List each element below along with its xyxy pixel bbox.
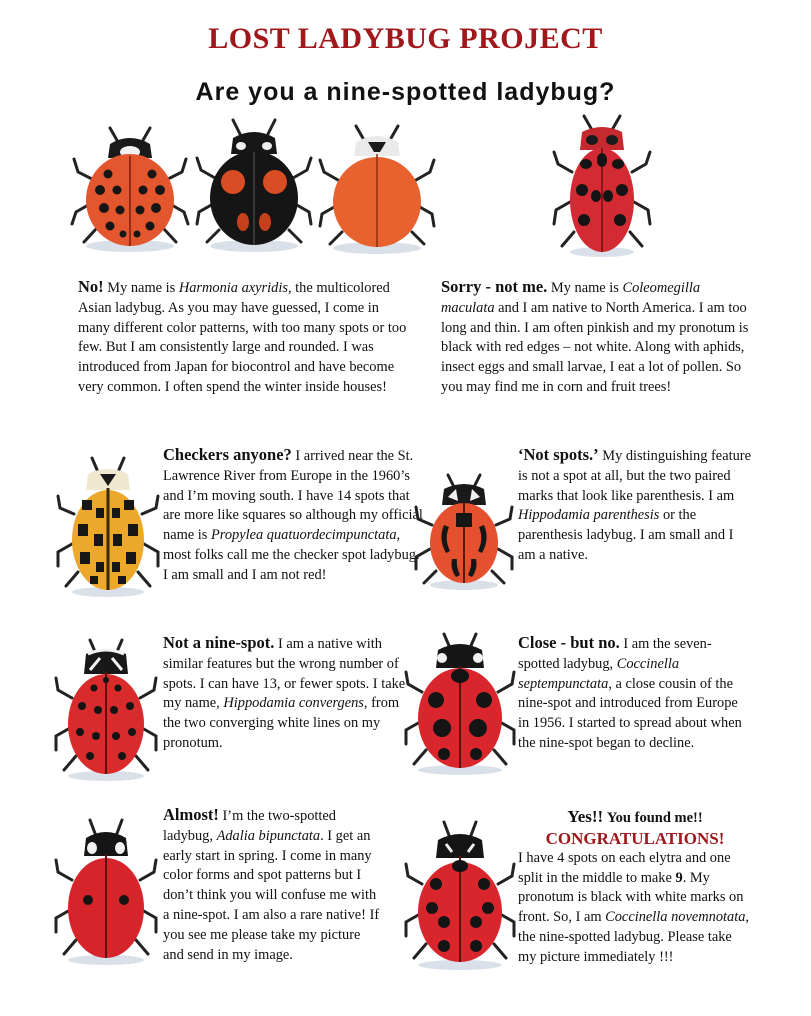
convergens-lead: Not a nine-spot. (163, 633, 275, 652)
propylea-sci-name: Propylea quatuordecimpunctata, (210, 527, 401, 544)
septempunctata-ladybug-image (404, 634, 516, 776)
harmonia-orange-ladybug-image (70, 124, 190, 254)
novemnotata-text-3: , the nine-spotted ladybug. Please take my picture immediately !!! (518, 909, 750, 965)
novemnotata-description (518, 806, 752, 968)
septempunctata-lead: Close - but no. (518, 633, 620, 652)
adalia-lead: Almost! (163, 805, 219, 824)
yes-label: Yes!! (567, 807, 604, 826)
convergens-sci-name: Hippodamia convergens (223, 695, 364, 712)
septempunctata-description (518, 633, 752, 754)
harmonia-lead: No! (78, 277, 104, 296)
harmonia-text-2: the multicolored Asian ladybug. As you may have guessed, I come in many different color patterns, with too many spots or too few. But I am consistently large and rounded. I was introduced from Japan for biocontrol and have become very common. I often spend the winter inside houses! (78, 280, 407, 395)
harmonia-sci-name: Harmonia axyridis, (178, 280, 292, 296)
parenthesis-lead: ‘Not spots.’ (518, 445, 599, 464)
harmonia-spotless-ladybug-image (318, 124, 436, 256)
novemnotata-sci-name: Coccinella novemnotata (605, 909, 746, 926)
novemnotata-text-1: I have 4 spots on each elytra and one split in the middle to make (518, 849, 731, 886)
propylea-checker-ladybug-image (56, 458, 160, 600)
coleomegilla-sci-name: Coleomegilla maculata (441, 280, 701, 316)
coleomegilla-description (441, 277, 753, 398)
convergens-description (163, 633, 411, 754)
propylea-lead: Checkers anyone? (163, 445, 292, 464)
convergens-text-2: , from the two converging white lines on my pronotum. (163, 695, 400, 751)
propylea-text-1: I arrived near the St. Lawrence River from Europe in the 1960’s and I’m moving south. I have 14 spots that are more like squares so although my official name is (163, 448, 423, 544)
novemnotata-ladybug-image (404, 822, 516, 972)
novemnotata-number: 9 (675, 869, 683, 886)
adalia-text-1: I’m the two-spotted ladybug, (163, 808, 337, 844)
convergens-ladybug-image (54, 640, 158, 782)
page-subtitle: Are you a nine-spotted ladybug? (195, 78, 616, 106)
harmonia-black-ladybug-image (195, 118, 313, 254)
harmonia-text-1: My name is (103, 280, 179, 296)
parenthesis-text-1: My distinguishing feature is not a spot at all, but the two paired marks that look like parenthesis. I am (518, 448, 751, 504)
coleomegilla-text-1: My name is (547, 280, 623, 296)
harmonia-description (78, 277, 408, 398)
adalia-ladybug-image (54, 820, 158, 966)
page-title: LOST LADYBUG PROJECT (208, 22, 603, 55)
coleomegilla-lead: Sorry - not me. (441, 277, 548, 296)
parenthesis-sci-name: Hippodamia parenthesis (518, 507, 660, 524)
propylea-text-2: most folks call me the checker spot ladybug. I am small and I am not red! (163, 546, 420, 583)
parenthesis-ladybug-image (414, 475, 514, 591)
parenthesis-text-2: or the parenthesis ladybug. I am small and I am a native. (518, 507, 734, 563)
coleomegilla-text-2: and I am native to North America. I am too long and thin. I am often pinkish and my pronotum is black with red edges – not white. Along with aphids, insect eggs and small larvae, I eat a lot of pollen. So you may find me in corn and fruit trees! (441, 299, 749, 395)
propylea-description (163, 445, 423, 586)
adalia-sci-name: Adalia bipunctata (216, 827, 321, 844)
convergens-text-1: I am a native with similar features but the wrong number of spots. I can have 13, or fewer spots. I take my name, (163, 636, 406, 712)
congratulations-label: CONGRATULATIONS! (545, 829, 725, 848)
found-me-label: You found me!! (606, 810, 703, 826)
novemnotata-heading (518, 806, 752, 829)
septempunctata-sci-name: Coccinella septempunctata (518, 655, 680, 692)
parenthesis-description (518, 445, 752, 566)
septempunctata-text-2: , a close cousin of the nine-spot and introduced from Europe in 1956. I started to spread about when the nine-spot began to decline. (518, 675, 742, 751)
septempunctata-text-1: I am the seven-spotted ladybug, (518, 636, 712, 672)
novemnotata-text-2: . My pronotum is black with white marks on front. So, I am (518, 869, 744, 926)
coleomegilla-ladybug-image (552, 116, 652, 258)
adalia-description (163, 805, 381, 965)
adalia-text-2: . I get an early start in spring. I come in many color forms and spot patterns but I don’t think you will confuse me with a nine-spot. I am also a rare native! If you see me please take my picture and send in my image. (163, 827, 380, 963)
